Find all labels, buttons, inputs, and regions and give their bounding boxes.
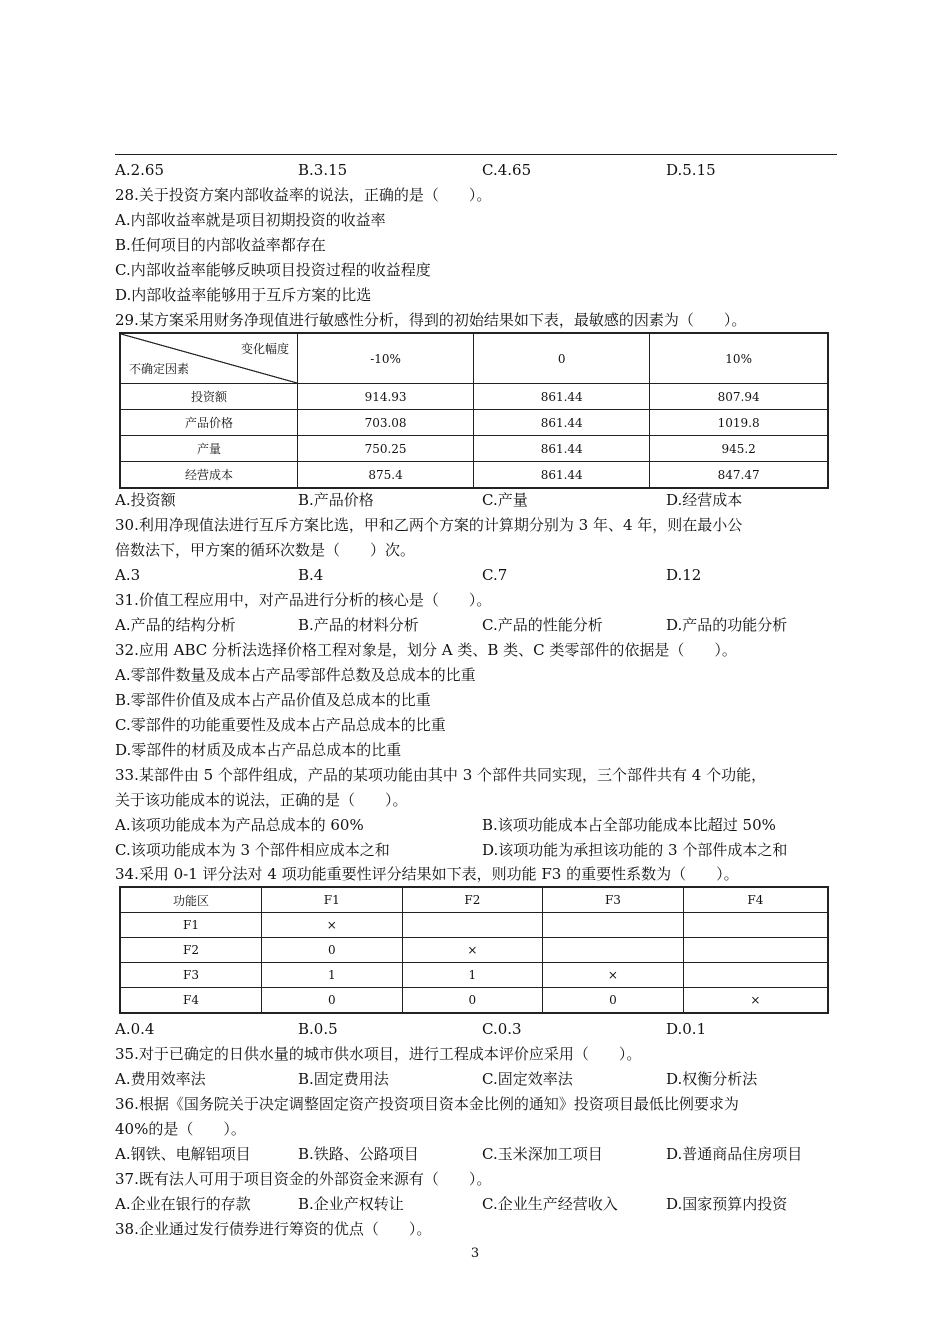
table-cell: F4 (120, 988, 262, 1014)
header-rule (115, 154, 837, 155)
q30-option-a: A.3 (115, 566, 141, 584)
q37-option-c: C.企业生产经营收入 (482, 1195, 618, 1213)
column-header: -10% (298, 333, 474, 384)
q32-stem: 32.应用 ABC 分析法选择价格工程对象是，划分 A 类、B 类、C 类零部件的依据是（ ）。 (115, 641, 737, 659)
row-factor: 投资额 (120, 384, 298, 410)
q31-option-a: A.产品的结构分析 (115, 616, 236, 634)
q27-option-d: D.5.15 (666, 161, 716, 179)
table-header-row (120, 887, 828, 913)
table-cell: 861.44 (474, 410, 650, 436)
q36-option-c: C.玉米深加工项目 (482, 1145, 603, 1163)
table-cell: 861.44 (474, 462, 650, 489)
table-row (120, 410, 828, 436)
table-cell: 1 (402, 963, 543, 988)
q38-stem: 38.企业通过发行债券进行筹资的优点（ ）。 (115, 1220, 432, 1238)
table-cell: 0 (262, 988, 403, 1014)
table-cell: 0 (543, 988, 684, 1014)
corner-label-top: 变化幅度 (240, 342, 289, 356)
table-cell: 807.94 (650, 384, 828, 410)
q30-option-d: D.12 (666, 566, 702, 584)
q37-option-b: B.企业产权转让 (298, 1195, 404, 1213)
table-cell (683, 963, 828, 988)
table-row (120, 384, 828, 410)
q28-option-d: D.内部收益率能够用于互斥方案的比选 (115, 286, 372, 304)
q34-option-b: B.0.5 (298, 1020, 338, 1038)
table-cell: 945.2 (650, 436, 828, 462)
q29-option-a: A.投资额 (115, 491, 176, 509)
table-cell: 0 (402, 988, 543, 1014)
table-row (120, 963, 828, 988)
table-cell: 750.25 (298, 436, 474, 462)
table-cell: 875.4 (298, 462, 474, 489)
column-header: 功能区 (120, 887, 262, 913)
q28-option-b: B.任何项目的内部收益率都存在 (115, 236, 326, 254)
row-factor: 产量 (120, 436, 298, 462)
corner-label-bottom: 不确定因素 (129, 362, 190, 376)
table-cell: 703.08 (298, 410, 474, 436)
column-header: F3 (543, 887, 684, 913)
table-cell: 1 (262, 963, 403, 988)
table-cell: × (683, 988, 828, 1014)
table-cell: 861.44 (474, 384, 650, 410)
q31-option-d: D.产品的功能分析 (666, 616, 788, 634)
q31-option-b: B.产品的材料分析 (298, 616, 419, 634)
q36-option-d: D.普通商品住房项目 (666, 1145, 803, 1163)
q35-option-d: D.权衡分析法 (666, 1070, 758, 1088)
q33-option-d: D.该项功能为承担该功能的 3 个部件成本之和 (482, 841, 788, 859)
q30-option-c: C.7 (482, 566, 508, 584)
q29-option-b: B.产品价格 (298, 491, 374, 509)
q29-stem: 29.某方案采用财务净现值进行敏感性分析，得到的初始结果如下表，最敏感的因素为（ ）。 (115, 311, 747, 329)
q27-option-a: A.2.65 (115, 161, 164, 179)
q33-stem-line1: 33.某部件由 5 个部件组成，产品的某项功能由其中 3 个部件共同实现，三个部件共有 4 个功能， (115, 766, 767, 784)
q37-stem: 37.既有法人可用于项目资金的外部资金来源有（ ）。 (115, 1170, 492, 1188)
q31-option-c: C.产品的性能分析 (482, 616, 603, 634)
q32-option-b: B.零部件价值及成本占产品价值及总成本的比重 (115, 691, 431, 709)
table-row (120, 436, 828, 462)
table-cell (402, 913, 543, 938)
q34-option-d: D.0.1 (666, 1020, 707, 1038)
q36-option-a: A.钢铁、电解铝项目 (115, 1145, 251, 1163)
sensitivity-table (119, 332, 829, 489)
q29-option-d: D.经营成本 (666, 491, 743, 509)
table-cell: F3 (120, 963, 262, 988)
q28-stem: 28.关于投资方案内部收益率的说法，正确的是（ ）。 (115, 186, 492, 204)
q27-option-b: B.3.15 (298, 161, 348, 179)
table-row (120, 462, 828, 489)
q36-stem-line1: 36.根据《国务院关于决定调整固定资产投资项目资本金比例的通知》投资项目最低比例要求为 (115, 1095, 739, 1113)
q36-option-b: B.铁路、公路项目 (298, 1145, 419, 1163)
table-cell (683, 913, 828, 938)
q36-stem-line2: 40%的是（ ）。 (115, 1120, 246, 1138)
q32-option-c: C.零部件的功能重要性及成本占产品总成本的比重 (115, 716, 446, 734)
column-header: 0 (474, 333, 650, 384)
table-row (120, 938, 828, 963)
q35-option-c: C.固定效率法 (482, 1070, 573, 1088)
table-cell: 0 (262, 938, 403, 963)
sensitivity-table-corner (120, 333, 298, 384)
q28-option-c: C.内部收益率能够反映项目投资过程的收益程度 (115, 261, 431, 279)
table-cell (543, 913, 684, 938)
table-row (120, 988, 828, 1014)
q34-stem: 34.采用 0-1 评分法对 4 项功能重要性评分结果如下表，则功能 F3 的重要性系数为（ ）。 (115, 865, 739, 883)
q30-stem-line2: 倍数法下，甲方案的循环次数是（ ）次。 (115, 541, 416, 559)
table-row (120, 913, 828, 938)
q27-option-c: C.4.65 (482, 161, 532, 179)
q33-option-b: B.该项功能成本占全部功能成本比超过 50% (482, 816, 776, 834)
q33-option-a: A.该项功能成本为产品总成本的 60% (115, 816, 364, 834)
q29-option-c: C.产量 (482, 491, 528, 509)
row-factor: 产品价格 (120, 410, 298, 436)
scoring-table (119, 886, 829, 1014)
q33-option-c: C.该项功能成本为 3 个部件相应成本之和 (115, 841, 390, 859)
column-header: F2 (402, 887, 543, 913)
column-header: F4 (683, 887, 828, 913)
table-cell: × (543, 963, 684, 988)
q33-stem-line2: 关于该功能成本的说法，正确的是（ ）。 (115, 791, 408, 809)
table-cell: 861.44 (474, 436, 650, 462)
table-cell: 1019.8 (650, 410, 828, 436)
table-cell (543, 938, 684, 963)
table-cell: 914.93 (298, 384, 474, 410)
q34-option-a: A.0.4 (115, 1020, 155, 1038)
table-cell: × (402, 938, 543, 963)
q28-option-a: A.内部收益率就是项目初期投资的收益率 (115, 211, 386, 229)
q35-option-b: B.固定费用法 (298, 1070, 389, 1088)
table-cell: F2 (120, 938, 262, 963)
q30-stem-line1: 30.利用净现值法进行互斥方案比选，甲和乙两个方案的计算期分别为 3 年、4 年，则在最小公 (115, 516, 743, 534)
table-cell: × (262, 913, 403, 938)
q37-option-a: A.企业在银行的存款 (115, 1195, 251, 1213)
column-header: F1 (262, 887, 403, 913)
q35-stem: 35.对于已确定的日供水量的城市供水项目，进行工程成本评价应采用（ ）。 (115, 1045, 642, 1063)
table-cell: F1 (120, 913, 262, 938)
q32-option-d: D.零部件的材质及成本占产品总成本的比重 (115, 741, 402, 759)
q32-option-a: A.零部件数量及成本占产品零部件总数及总成本的比重 (115, 666, 476, 684)
q35-option-a: A.费用效率法 (115, 1070, 206, 1088)
table-cell (683, 938, 828, 963)
page-number: 3 (470, 1246, 480, 1261)
table-cell: 847.47 (650, 462, 828, 489)
row-factor: 经营成本 (120, 462, 298, 489)
q37-option-d: D.国家预算内投资 (666, 1195, 788, 1213)
q30-option-b: B.4 (298, 566, 324, 584)
column-header: 10% (650, 333, 828, 384)
q31-stem: 31.价值工程应用中，对产品进行分析的核心是（ ）。 (115, 591, 492, 609)
q34-option-c: C.0.3 (482, 1020, 522, 1038)
